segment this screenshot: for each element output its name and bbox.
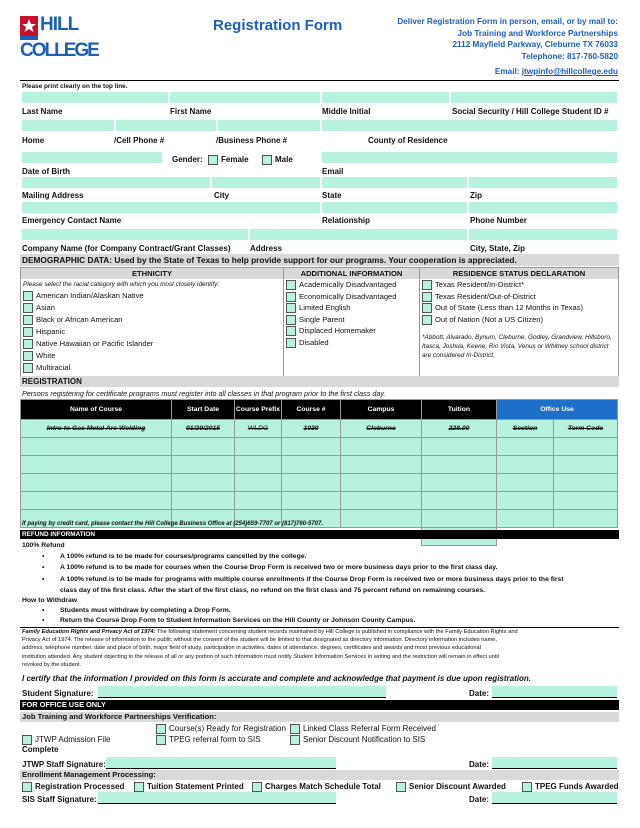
example-tuition: 228.00: [422, 420, 497, 438]
ready-label: Course(s) Ready for Registration: [169, 724, 286, 734]
add-list-item[interactable]: [284, 337, 419, 349]
example-term: Term Code: [554, 420, 618, 438]
course-cell[interactable]: [282, 492, 341, 510]
tpeg-option[interactable]: [156, 735, 261, 745]
home-phone-input[interactable]: [22, 120, 114, 131]
res-list-item[interactable]: [420, 302, 618, 314]
eth-list-item[interactable]: [21, 362, 283, 374]
emergency-input[interactable]: [22, 202, 320, 213]
checkbox[interactable]: [23, 303, 33, 313]
company-address-input[interactable]: [250, 229, 467, 240]
male-checkbox[interactable]: [262, 155, 272, 165]
col-office-use: Office Use: [497, 400, 618, 420]
checkbox[interactable]: [23, 291, 33, 301]
enroll-checkbox-3[interactable]: [252, 782, 262, 792]
res-list-item[interactable]: [420, 291, 618, 303]
col-name: Name of Course: [21, 400, 172, 420]
enroll-opt-3[interactable]: [252, 782, 381, 792]
course-cell[interactable]: [341, 474, 422, 492]
add-list-item[interactable]: [284, 314, 419, 326]
additional-box: [283, 267, 420, 377]
enroll-label-1: Registration Processed: [35, 782, 125, 792]
option-label: Disabled: [299, 337, 329, 347]
admission-checkbox[interactable]: [22, 735, 32, 745]
email-input[interactable]: [322, 152, 617, 163]
option-label: Native Hawaiian or Pacific Islander: [36, 339, 154, 348]
option-label: Black or African American: [36, 315, 123, 324]
home-label: Home: [22, 136, 45, 145]
credit-note: If paying by credit card, please contact the Hill College Business Office at (254)659-7707 or (817)760-5707.: [22, 521, 324, 527]
refund-title: 100% Refund: [22, 542, 65, 549]
course-cell[interactable]: [554, 438, 618, 456]
option-label: White: [36, 351, 56, 360]
checkbox[interactable]: [23, 327, 33, 337]
zip-label: Zip: [470, 191, 482, 200]
registration-header: REGISTRATION: [20, 376, 619, 387]
gender-label: Gender:: [172, 155, 203, 164]
option-label: Multiracial: [36, 363, 71, 372]
col-number: Course #: [282, 400, 341, 420]
address-label: Address: [250, 244, 283, 253]
logo-college: COLLEGE: [20, 40, 98, 61]
course-cell[interactable]: [21, 492, 172, 510]
course-cell[interactable]: [422, 438, 497, 456]
checkbox[interactable]: [23, 363, 33, 373]
middle-initial-input[interactable]: [322, 92, 449, 103]
enroll-opt-2[interactable]: [134, 782, 244, 792]
enroll-label-5: TPEG Funds Awarded: [535, 782, 619, 792]
eth-list-item[interactable]: [21, 290, 283, 302]
relationship-input[interactable]: [322, 202, 467, 213]
first-name-label: First Name: [170, 107, 212, 116]
course-cell[interactable]: [172, 492, 235, 510]
residence-note: *Abbott, Alvarado, Bynum, Cleburne, Godley, Grandview, Hillsboro, Itasca, Joshua, Keene, Rio Vista, Venus or Whitney school district are considered In-District.: [422, 334, 612, 359]
female-label: Female: [221, 155, 249, 165]
ssn-label: Social Security / Hill College Student ID #: [452, 107, 609, 116]
course-cell[interactable]: [235, 456, 282, 474]
logo-hill: HILL: [40, 14, 79, 35]
additional-list: [284, 279, 419, 348]
option-label: Economically Disadvantaged: [299, 291, 397, 301]
male-label: Male: [275, 155, 293, 165]
eth-list-item[interactable]: [21, 350, 283, 362]
company-csz-input[interactable]: [469, 229, 617, 240]
course-cell[interactable]: [422, 456, 497, 474]
course-cell[interactable]: [235, 492, 282, 510]
eth-list-item[interactable]: [21, 314, 283, 326]
col-campus: Campus: [341, 400, 422, 420]
refund-item-2: • A 100% refund is to be made for courses when the Course Drop Form is received two or more business days prior to the first class day.: [60, 564, 497, 571]
enroll-checkbox-4[interactable]: [396, 782, 406, 792]
student-date-input[interactable]: [492, 686, 617, 698]
state-label: State: [322, 191, 342, 200]
res-list-item[interactable]: [420, 314, 618, 326]
enroll-label-4: Senior Discount Awarded: [409, 782, 506, 792]
county-label: County of Residence: [368, 136, 448, 145]
refund-item-3: • A 100% refund is to be made for programs with multiple course enrollments if the Course Drop Form is received two or more business days prior to the first: [60, 576, 564, 583]
option-label: American Indian/Alaskan Native: [36, 291, 144, 300]
course-cell[interactable]: [554, 492, 618, 510]
course-cell[interactable]: [21, 474, 172, 492]
mailing-label: Mailing Address: [22, 191, 84, 200]
certify-text: I certify that the information I provided on this form is accurate and complete and acknowledge that payment is due upon registration.: [22, 674, 531, 683]
ferpa-line-4: institution attended. Any student objecting to the release of all or any portion of such information must notify Student Information Services in writing and the restriction will remain in effect until: [22, 653, 499, 660]
checkbox[interactable]: [286, 303, 296, 313]
ferpa-line-3: address, telephone number, date and place of birth, major field of study, participation in activities, dates of attendance, degrees, certificates and awards and most previous educational: [22, 645, 481, 652]
linked-checkbox[interactable]: [290, 724, 300, 734]
middle-initial-label: Middle Initial: [322, 107, 371, 116]
checkbox[interactable]: [422, 280, 432, 290]
course-cell[interactable]: [497, 510, 554, 528]
course-cell[interactable]: [341, 492, 422, 510]
table-row: [21, 474, 618, 492]
county-input[interactable]: [322, 120, 617, 131]
hill-college-logo: [20, 14, 98, 72]
table-row: [21, 492, 618, 510]
additional-header: ADDITIONAL INFORMATION: [284, 268, 419, 279]
course-cell[interactable]: [21, 438, 172, 456]
course-cell[interactable]: [341, 510, 422, 528]
enroll-checkbox-1[interactable]: [22, 782, 32, 792]
add-list-item[interactable]: [284, 279, 419, 291]
sis-signature-label: SIS Staff Signature:: [22, 795, 97, 804]
example-section: Section: [497, 420, 554, 438]
add-list-item[interactable]: [284, 291, 419, 303]
checkbox[interactable]: [286, 280, 296, 290]
jtwp-date-input[interactable]: [492, 757, 617, 769]
course-cell[interactable]: [554, 474, 618, 492]
company-input[interactable]: [22, 229, 248, 240]
deliver-line2: Job Training and Workforce Partnerships: [457, 28, 618, 38]
enrollment-header: Enrollment Management Processing:: [20, 770, 619, 780]
course-cell[interactable]: [497, 438, 554, 456]
mailing-input[interactable]: [22, 177, 210, 188]
sis-signature-input[interactable]: [98, 792, 336, 804]
deliver-info: [397, 16, 618, 78]
business-label: /Business Phone #: [216, 136, 288, 145]
complete-label: Complete: [22, 745, 59, 754]
refund-item-3-cont: class day of the first class. After the start of the first class, no refund on the first class and 75 percent refund on remaining courses.: [60, 587, 486, 594]
sis-date-label: Date:: [469, 795, 490, 804]
jtwp-date-label: Date:: [469, 760, 490, 769]
zip-input[interactable]: [469, 177, 617, 188]
last-name-label: Last Name: [22, 107, 63, 116]
cell-label: /Cell Phone #: [114, 136, 165, 145]
option-label: Out of State (Less than 12 Months in Texas): [435, 303, 584, 312]
course-cell[interactable]: [497, 492, 554, 510]
senior-checkbox[interactable]: [290, 735, 300, 745]
option-label: Limited English: [299, 303, 351, 312]
email-label: Email:: [494, 67, 522, 76]
residence-list: [420, 279, 618, 325]
tpeg-label: TPEG referral form to SIS: [169, 735, 261, 745]
ready-checkbox[interactable]: [156, 724, 166, 734]
cell-phone-input[interactable]: [116, 120, 216, 131]
emergency-phone-input[interactable]: [469, 202, 617, 213]
refund-header: REFUND INFORMATION: [20, 530, 619, 539]
deliver-line4: Telephone: 817-760-5820: [521, 51, 618, 61]
col-tuition: Tuition: [422, 400, 497, 420]
state-input[interactable]: [322, 177, 467, 188]
option-label: Out of Nation (Not a US Citizen): [435, 314, 544, 324]
emergency-label: Emergency Contact Name: [22, 216, 122, 225]
residence-header: RESIDENCE STATUS DECLARATION: [420, 268, 618, 279]
course-cell[interactable]: [282, 474, 341, 492]
eth-list-item[interactable]: [21, 302, 283, 314]
ethnicity-box: [20, 267, 284, 377]
business-phone-input[interactable]: [218, 120, 320, 131]
email-link[interactable]: jtwpinfo@hillcollege.edu: [521, 67, 618, 76]
senior-label: Senior Discount Notification to SIS: [303, 735, 426, 745]
phone-label: Phone Number: [470, 216, 527, 225]
enroll-label-2: Tuition Statement Printed: [147, 782, 244, 792]
course-cell[interactable]: [235, 474, 282, 492]
city-label: City: [214, 191, 230, 200]
option-label: Texas Resident/In-District*: [435, 280, 525, 289]
course-cell[interactable]: [282, 456, 341, 474]
print-note: Please print clearly on the top line.: [22, 83, 128, 90]
ferpa-text: [22, 628, 618, 669]
company-label: Company Name (for Company Contract/Grant Classes): [22, 244, 231, 253]
checkbox[interactable]: [23, 339, 33, 349]
ssn-input[interactable]: [451, 92, 617, 103]
option-label: Academically Disadvantaged: [299, 280, 397, 289]
option-label: Asian: [36, 303, 55, 312]
demographic-header: DEMOGRAPHIC DATA: Used by the State of Texas to help provide support for our programs. Your cooperation is appreciated.: [20, 254, 619, 266]
col-start: Start Date: [172, 400, 235, 420]
registration-note: Persons registering for certificate programs must register into all classes in that program prior to the first class day.: [22, 389, 386, 398]
eth-list-item[interactable]: [21, 326, 283, 338]
relationship-label: Relationship: [322, 216, 371, 225]
ferpa-title: Family Education Rights and Privacy Act of 1974:: [22, 629, 156, 635]
course-cell[interactable]: [235, 438, 282, 456]
res-list-item[interactable]: [420, 279, 618, 291]
checkbox[interactable]: [23, 315, 33, 325]
enroll-checkbox-5[interactable]: [522, 782, 532, 792]
checkbox[interactable]: [422, 315, 432, 325]
course-cell[interactable]: [497, 474, 554, 492]
senior-option[interactable]: [290, 735, 425, 745]
female-option[interactable]: [208, 155, 249, 165]
course-cell[interactable]: [172, 456, 235, 474]
course-cell[interactable]: [422, 492, 497, 510]
city-input[interactable]: [212, 177, 320, 188]
add-list-item[interactable]: [284, 302, 419, 314]
course-cell[interactable]: [172, 474, 235, 492]
ferpa-line-1: The following statement concerning student records maintained by Hill College is published in compliance with the Family Education Rights and: [155, 629, 518, 635]
option-label: Single Parent: [299, 314, 345, 324]
course-cell[interactable]: [341, 438, 422, 456]
example-start: 01/20/2015: [172, 420, 235, 438]
eth-list-item[interactable]: [21, 338, 283, 350]
checkbox[interactable]: [422, 292, 432, 302]
option-label: Hispanic: [36, 327, 66, 336]
option-label: Displaced Homemaker: [299, 326, 376, 335]
enroll-opt-4[interactable]: [396, 782, 506, 792]
course-cell[interactable]: [172, 438, 235, 456]
checkbox[interactable]: [422, 303, 432, 313]
csz-label: City, State, Zip: [470, 244, 525, 253]
jtwp-signature-label: JTWP Staff Signature:: [22, 760, 106, 769]
course-cell[interactable]: [554, 510, 618, 528]
dob-input[interactable]: [22, 152, 162, 163]
dob-label: Date of Birth: [22, 167, 70, 176]
ferpa-line-5: revoked by the student.: [22, 661, 82, 668]
jtwp-header: Job Training and Workforce Partnerships Verification:: [20, 712, 619, 722]
withdraw-item-2: • Return the Course Drop Form to Student Information Services on the Hill County or Johnson County Campus.: [60, 617, 415, 624]
deliver-line1: Deliver Registration Form in person, email, or by mail to:: [397, 17, 618, 26]
ethnicity-list: [21, 290, 283, 374]
option-label: Texas Resident/Out-of-District: [435, 291, 536, 301]
male-option[interactable]: [262, 155, 293, 165]
last-name-input[interactable]: [22, 92, 168, 103]
sis-date-input[interactable]: [492, 792, 617, 804]
email-label-field: Email: [322, 167, 344, 176]
example-number: 1030: [282, 420, 341, 438]
table-row: [21, 438, 618, 456]
example-campus: Cleburne: [341, 420, 422, 438]
admission-option[interactable]: [22, 735, 110, 745]
course-cell[interactable]: [422, 510, 497, 528]
course-cell[interactable]: [554, 456, 618, 474]
refund-item-1: • A 100% refund is to be made for courses/programs cancelled by the college.: [60, 553, 306, 560]
ferpa-line-2: Privacy Act of 1974. The release of information to the public without the consent of the student will be limited to that designated as directory information. Directory information includes name,: [22, 637, 498, 644]
course-cell[interactable]: [341, 456, 422, 474]
checkbox[interactable]: [286, 338, 296, 348]
linked-option[interactable]: [290, 724, 436, 734]
ready-option[interactable]: [156, 724, 286, 734]
office-only-header: FOR OFFICE USE ONLY: [20, 700, 619, 710]
col-prefix: Course Prefix: [235, 400, 282, 420]
checkbox[interactable]: [23, 351, 33, 361]
tpeg-checkbox[interactable]: [156, 735, 166, 745]
student-signature-input[interactable]: [98, 686, 386, 698]
linked-label: Linked Class Referral Form Received: [303, 724, 436, 734]
deliver-line3: 2112 Mayfield Parkway, Cleburne TX 76033: [452, 40, 618, 49]
enroll-opt-5[interactable]: [522, 782, 619, 792]
enroll-label-3: Charges Match Schedule Total: [265, 782, 381, 792]
jtwp-signature-input[interactable]: [106, 757, 336, 769]
course-cell[interactable]: [21, 456, 172, 474]
page-title: Registration Form: [213, 17, 343, 34]
residence-box: [419, 267, 619, 377]
first-name-input[interactable]: [170, 92, 320, 103]
checkbox[interactable]: [286, 315, 296, 325]
enroll-opt-1[interactable]: [22, 782, 124, 792]
admission-label: JTWP Admission File: [35, 735, 111, 745]
ethnicity-note: Please select the racial category with which you most closely identify:: [23, 281, 220, 288]
checkbox[interactable]: [286, 326, 296, 336]
female-checkbox[interactable]: [208, 155, 218, 165]
add-list-item[interactable]: [284, 325, 419, 337]
course-cell[interactable]: [422, 474, 497, 492]
table-row: [21, 456, 618, 474]
ethnicity-header: ETHNICITY: [21, 268, 283, 279]
example-name: Intro to Gas Metal Arc Welding: [21, 420, 172, 438]
student-signature-label: Student Signature:: [22, 689, 94, 698]
withdraw-title: How to Withdraw: [22, 597, 78, 604]
course-cell[interactable]: [282, 438, 341, 456]
enroll-checkbox-2[interactable]: [134, 782, 144, 792]
checkbox[interactable]: [286, 292, 296, 302]
example-prefix: WLDG: [235, 420, 282, 438]
withdraw-item-1: • Students must withdraw by completing a Drop Form.: [60, 607, 231, 614]
course-cell[interactable]: [497, 456, 554, 474]
student-date-label: Date:: [469, 689, 490, 698]
